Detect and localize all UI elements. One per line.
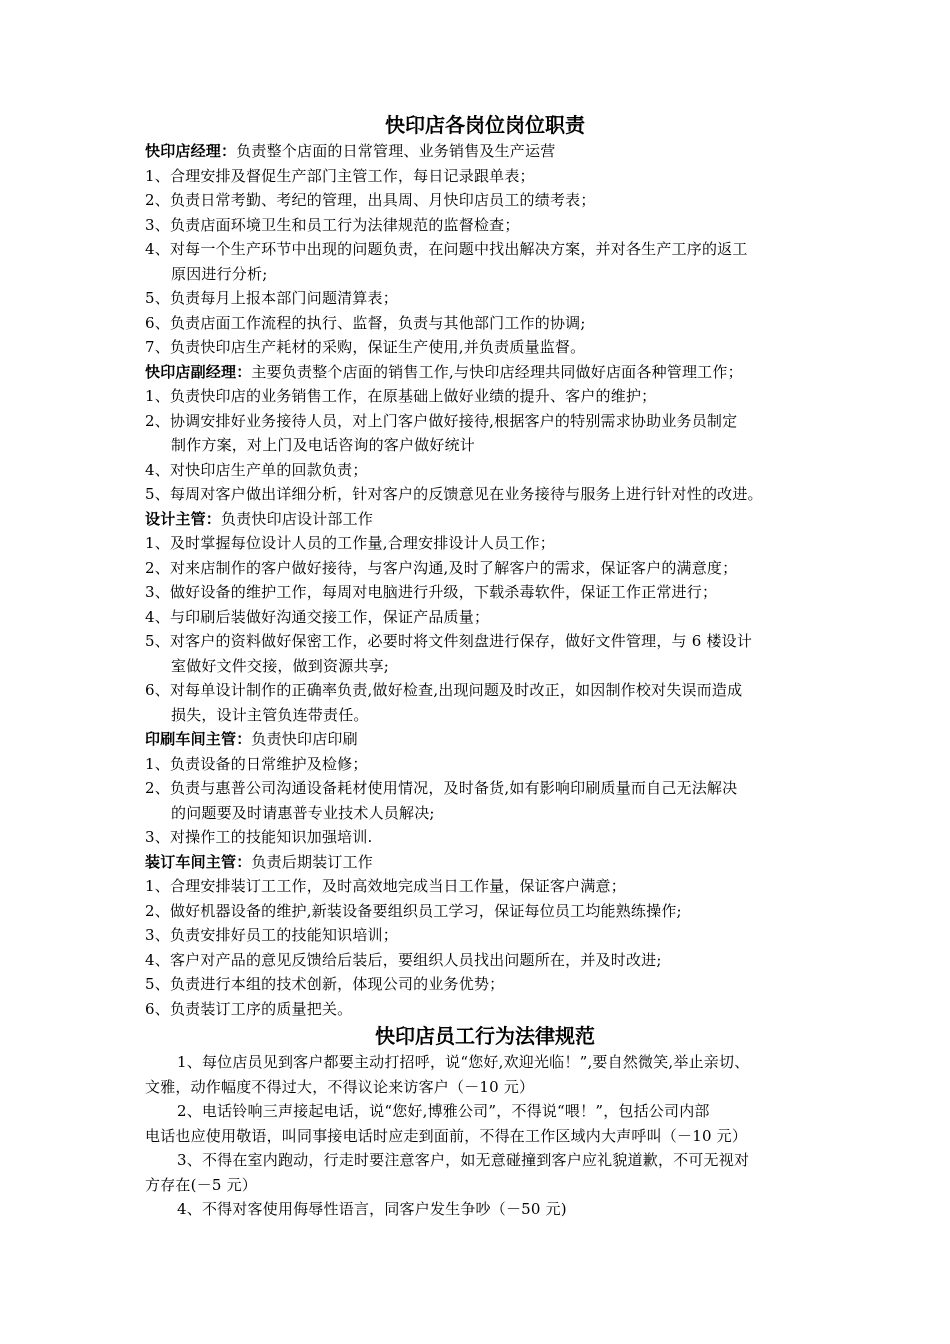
duty-item: 4、客户对产品的意见反馈给后装后，要组织人员找出问题所在，并及时改进; bbox=[145, 950, 662, 969]
role-name: 设计主管： bbox=[145, 509, 222, 528]
duty-item: 2、负责与惠普公司沟通设备耗材使用情况，及时备货,如有影响印刷质量而自己无法解决 bbox=[145, 779, 738, 797]
duty-item: 3、做好设备的维护工作，每周对电脑进行升级，下载杀毒软件，保证工作正常进行； bbox=[145, 583, 718, 601]
rule-item: 2、电话铃响三声接起电话，说“您好,博雅公司”，不得说“喂！”，包括公司内部 bbox=[177, 1102, 710, 1120]
rule-item: 4、不得对客使用侮辱性语言，同客户发生争吵（－50 元) bbox=[177, 1200, 567, 1218]
rule-item-continuation: 方存在(－5 元） bbox=[145, 1175, 257, 1194]
role-name: 快印店经理： bbox=[145, 142, 237, 160]
duty-item-continuation: 的问题要及时请惠普专业技术人员解决; bbox=[171, 803, 435, 822]
duty-item: 3、对操作工的技能知识加强培训. bbox=[145, 828, 373, 846]
role-heading bbox=[145, 727, 825, 752]
role-heading bbox=[145, 360, 825, 385]
rule-item: 3、不得在室内跑动，行走时要注意客户，如无意碰撞到客户应礼貌道歉，不可无视对 bbox=[177, 1151, 750, 1169]
rule-item-continuation: 文雅，动作幅度不得过大，不得议论来访客户（－10 元） bbox=[145, 1077, 535, 1096]
role-description: 负责快印店印刷 bbox=[251, 730, 358, 748]
duty-item: 6、负责店面工作流程的执行、监督，负责与其他部门工作的协调; bbox=[145, 313, 586, 332]
duty-item: 1、合理安排装订工工作，及时高效地完成当日工作量，保证客户满意； bbox=[145, 877, 626, 895]
role-heading bbox=[145, 139, 825, 164]
role-description: 负责快印店设计部工作 bbox=[221, 509, 374, 528]
duty-item: 1、合理安排及督促生产部门主管工作，每日记录跟单表； bbox=[145, 166, 535, 185]
duty-item: 5、负责每月上报本部门问题清算表； bbox=[145, 289, 398, 307]
duty-item: 6、负责装订工序的质量把关。 bbox=[145, 999, 353, 1018]
duty-item: 3、负责店面环境卫生和员工行为法律规范的监督检查； bbox=[145, 215, 520, 234]
duty-item: 1、负责设备的日常维护及检修； bbox=[145, 754, 368, 773]
role-description: 负责后期装订工作 bbox=[251, 852, 374, 871]
rule-item: 1、每位店员见到客户都要主动打招呼，说“您好,欢迎光临！”,要自然微笑,举止亲切、 bbox=[177, 1053, 750, 1071]
duty-item: 2、做好机器设备的维护,新装设备要组织员工学习，保证每位员工均能熟练操作; bbox=[145, 901, 682, 920]
duty-item: 5、每周对客户做出详细分析，针对客户的反馈意见在业务接待与服务上进行针对性的改进。 bbox=[145, 485, 763, 503]
role-heading bbox=[145, 850, 825, 875]
duty-item-continuation: 损失，设计主管负连带责任。 bbox=[171, 705, 369, 724]
duty-item: 4、与印刷后装做好沟通交接工作，保证产品质量； bbox=[145, 607, 490, 626]
document-title: 快印店各岗位岗位职责 bbox=[385, 113, 585, 137]
duty-item: 5、负责进行本组的技术创新，体现公司的业务优势； bbox=[145, 975, 505, 993]
duty-item-continuation: 制作方案，对上门及电话咨询的客户做好统计 bbox=[171, 436, 476, 454]
duty-item: 1、及时掌握每位设计人员的工作量,合理安排设计人员工作； bbox=[145, 534, 555, 552]
duty-item: 3、负责安排好员工的技能知识培训； bbox=[145, 926, 398, 944]
roles-section bbox=[145, 139, 825, 1021]
rule-item-continuation: 电话也应使用敬语，叫同事接电话时应走到面前，不得在工作区域内大声呼叫（－10 元） bbox=[145, 1126, 748, 1145]
duty-item-continuation: 原因进行分析; bbox=[171, 264, 268, 283]
duty-item: 4、对每一个生产环节中出现的问题负责，在问题中找出解决方案，并对各生产工序的返工 bbox=[145, 240, 748, 258]
role-name: 快印店副经理： bbox=[145, 362, 252, 381]
role-description: 主要负责整个店面的销售工作,与快印店经理共同做好店面各种管理工作； bbox=[251, 362, 743, 381]
duty-item: 2、负责日常考勤、考纪的管理，出具周、月快印店员工的绩考表； bbox=[145, 191, 596, 209]
section-title-rules: 快印店员工行为法律规范 bbox=[375, 1024, 595, 1048]
duty-item: 7、负责快印店生产耗材的采购，保证生产使用,并负责质量监督。 bbox=[145, 338, 586, 356]
duty-item: 6、对每单设计制作的正确率负责,做好检查,出现问题及时改正，如因制作校对失误而造成 bbox=[145, 681, 743, 699]
duty-item: 2、对来店制作的客户做好接待，与客户沟通,及时了解客户的需求，保证客户的满意度； bbox=[145, 558, 738, 577]
duty-item-continuation: 室做好文件交接，做到资源共享; bbox=[171, 656, 390, 675]
role-name: 装订车间主管： bbox=[145, 852, 252, 871]
role-name: 印刷车间主管： bbox=[145, 730, 252, 748]
duty-item: 4、对快印店生产单的回款负责； bbox=[145, 460, 368, 479]
document-content bbox=[145, 111, 825, 1222]
role-heading bbox=[145, 507, 825, 532]
role-description: 负责整个店面的日常管理、业务销售及生产运营 bbox=[236, 142, 556, 160]
duty-item: 5、对客户的资料做好保密工作，必要时将文件刻盘进行保存，做好文件管理，与 6 楼设计 bbox=[145, 632, 753, 650]
duty-item: 1、负责快印店的业务销售工作，在原基础上做好业绩的提升、客户的维护； bbox=[145, 387, 657, 405]
rules-section bbox=[145, 1050, 825, 1222]
duty-item: 2、协调安排好业务接待人员，对上门客户做好接待,根据客户的特别需求协助业务员制定 bbox=[145, 411, 738, 430]
